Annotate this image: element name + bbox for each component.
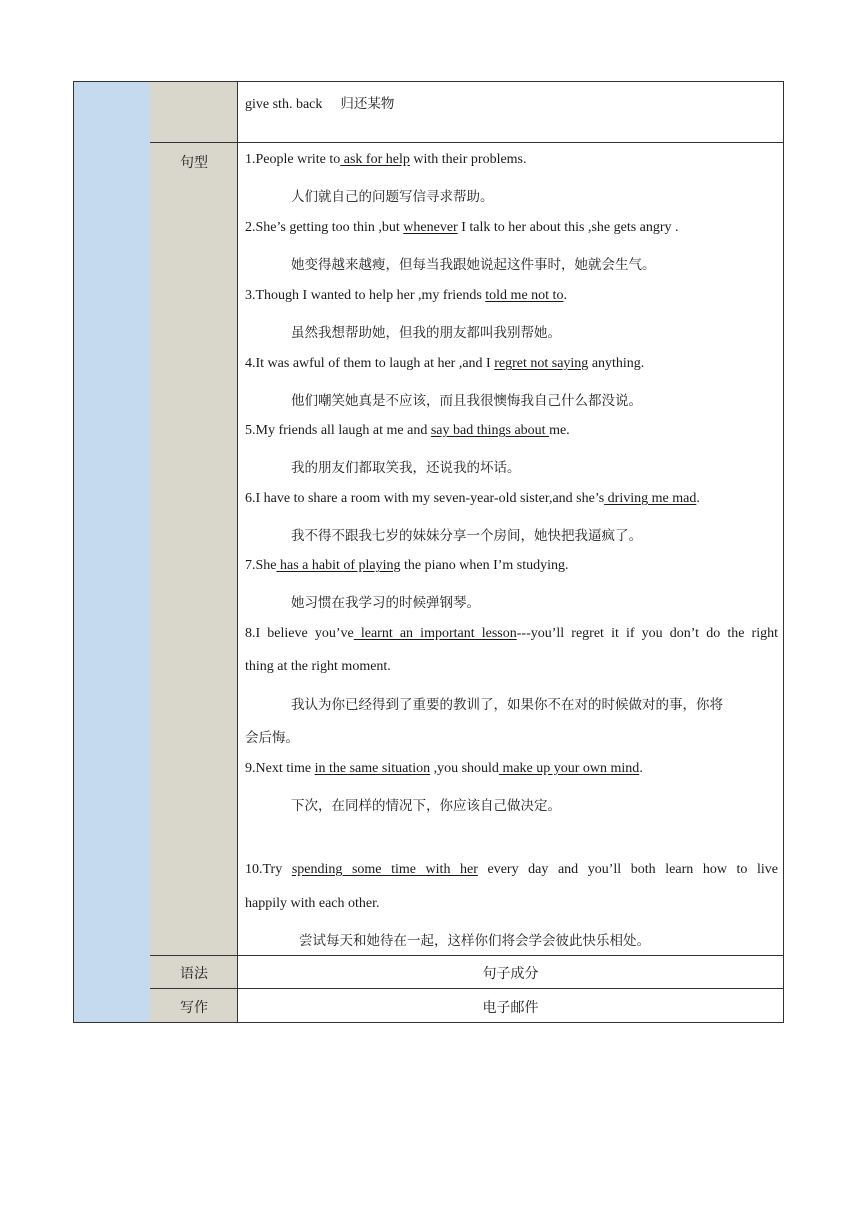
sentence-3-zh: 虽然我想帮助她，但我的朋友都叫我别帮她。 (291, 325, 561, 341)
sentence-7: 7.She has a habit of playing the piano when I’m studying. (245, 558, 569, 573)
phrase-row: give sth. back 归还某物 (245, 96, 395, 112)
writing-label: 写作 (180, 1000, 208, 1016)
sentence-10-cont: happily with each other. (245, 896, 380, 911)
sentence-section-label: 句型 (180, 155, 208, 171)
sentence-8-zh-cont: 会后悔。 (245, 730, 299, 746)
sentence-8: 8.I believe you’ve learnt an important lesson---you’ll regret it if you don’t do the right (245, 626, 778, 641)
sentence-4-zh: 他们嘲笑她真是不应该，而且我很懊悔我自己什么都没说。 (291, 393, 642, 409)
category-column (150, 81, 238, 1023)
sentence-8-cont: thing at the right moment. (245, 659, 391, 674)
writing-value: 电子邮件 (482, 1000, 539, 1016)
sentence-2: 2.She’s getting too thin ,but whenever I talk to her about this ,she gets angry . (245, 220, 679, 235)
sentence-10-zh: 尝试每天和她待在一起，这样你们将会学会彼此快乐相处。 (299, 933, 650, 949)
sentence-5: 5.My friends all laugh at me and say bad things about me. (245, 423, 570, 438)
sentence-9-zh: 下次，在同样的情况下，你应该自己做决定。 (291, 798, 561, 814)
table (73, 81, 784, 1023)
sentence-6-zh: 我不得不跟我七岁的妹妹分享一个房间，她快把我逼疯了。 (291, 528, 642, 544)
sentence-8-zh: 我认为你已经得到了重要的教训了，如果你不在对的时候做对的事，你将 (291, 697, 723, 713)
sentence-3: 3.Though I wanted to help her ,my friends told me not to. (245, 288, 567, 303)
row-divider (150, 988, 784, 989)
sentence-10: 10.Try spending some time with her every day and you’ll both learn how to live (245, 862, 778, 877)
grammar-label: 语法 (180, 966, 208, 982)
sentence-5-zh: 我的朋友们都取笑我，还说我的坏话。 (291, 460, 521, 476)
sentence-1: 1.People write to ask for help with their problems. (245, 152, 527, 167)
sentence-9: 9.Next time in the same situation ,you should make up your own mind. (245, 761, 643, 776)
sentence-4: 4.It was awful of them to laugh at her ,and I regret not saying anything. (245, 356, 645, 371)
row-divider (150, 142, 784, 143)
unit-column (73, 81, 151, 1023)
row-divider (150, 955, 784, 956)
sentence-7-zh: 她习惯在我学习的时候弹钢琴。 (291, 595, 480, 611)
sentence-1-zh: 人们就自己的问题写信寻求帮助。 (291, 189, 494, 205)
sentence-6: 6.I have to share a room with my seven-year-old sister,and she’s driving me mad. (245, 491, 700, 506)
sentence-2-zh: 她变得越来越瘦，但每当我跟她说起这件事时，她就会生气。 (291, 257, 656, 273)
grammar-value: 句子成分 (482, 966, 539, 982)
